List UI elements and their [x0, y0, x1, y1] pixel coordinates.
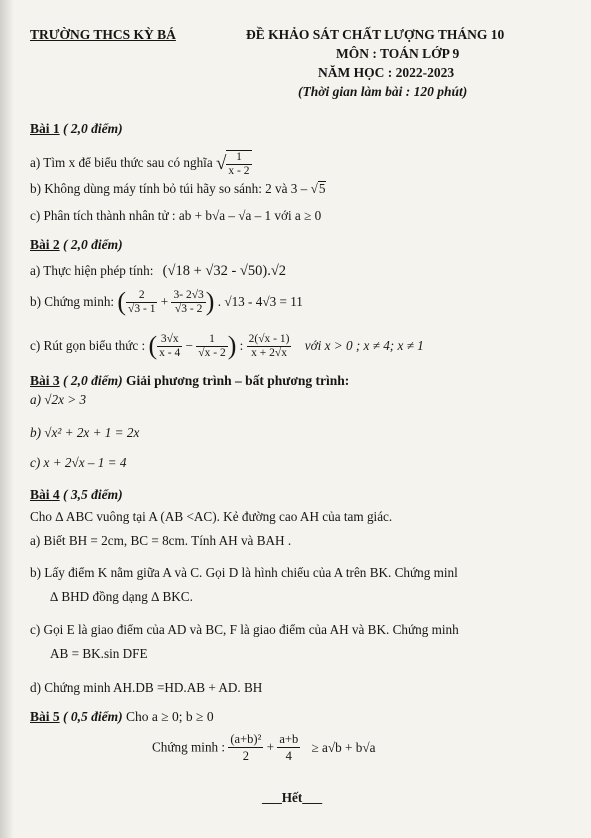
bai5-prove-label: Chứng minh : [152, 739, 226, 755]
bai3-intro: Giải phương trình – bất phương trình: [122, 373, 350, 388]
bai4-intro: Cho ∆ ABC vuông tại A (AB <AC). Kẻ đường cao AH của tam giác. [30, 509, 393, 524]
school-name: TRƯỜNG THCS KỲ BÁ [30, 27, 176, 42]
footer-end: ___Hết___ [262, 790, 323, 805]
bai2-c-frac1 [157, 333, 182, 360]
bai2-c: c) Rút gọn biểu thức : ( $\frac{3√x}{x - 4}$ − $\frac{1}{√x - 2}$ ) : $\frac{2(√x - 1)}{x + 2√x}$ với x > 0 ; x ≠ 4; x ≠ 1 [30, 331, 424, 360]
exam-year: NĂM HỌC : 2022-2023 [318, 65, 455, 80]
bai3-title: Bài 3 [30, 373, 60, 388]
exam-title: ĐỀ KHẢO SÁT CHẤT LƯỢNG THÁNG 10 [246, 27, 505, 42]
bai5-frac1-num: (a+b)² [230, 732, 262, 746]
bai2-b-frac1-den: √3 - 1 [128, 302, 156, 315]
bai2-b-frac2-den: √3 - 2 [174, 302, 203, 315]
bai2-b-frac2 [171, 289, 205, 316]
bai4-b-line2: ∆ BHD đồng dạng ∆ BKC. [50, 589, 193, 604]
bai4-heading [30, 487, 123, 503]
bai3-b: b) √x² + 2x + 1 = 2x [30, 425, 140, 440]
bai1-points: ( 2,0 điểm) [59, 121, 123, 136]
bai1-b-text: b) Không dùng máy tính bỏ túi hãy so sánh: 2 và 3 – [30, 181, 308, 196]
bai3-c: c) x + 2√x – 1 = 4 [30, 455, 127, 470]
bai2-b-frac1-num: 2 [126, 289, 157, 303]
bai2-a [30, 263, 286, 280]
bai2-c-condition: với x > 0 ; x ≠ 4; x ≠ 1 [304, 338, 424, 353]
bai2-c-frac1-den: x - 4 [159, 346, 181, 359]
bai2-c-frac3 [247, 333, 292, 360]
bai2-a-text: a) Thực hiện phép tính: [30, 263, 154, 278]
bai4-b-line1: b) Lấy điểm K nằm giữa A và C. Gọi D là hình chiếu của A trên BK. Chứng minl [30, 565, 458, 580]
bai2-c-frac2-num: 1 [196, 333, 227, 347]
bai1-a-num: 1 [226, 151, 251, 165]
bai2-title: Bài 2 [30, 237, 60, 252]
bai2-b-frac2-num: 3- 2√3 [173, 288, 204, 301]
bai1-c: c) Phân tích thành nhân tử : ab + b√a – √a – 1 với a ≥ 0 [30, 208, 322, 223]
bai4-c-line1: c) Gọi E là giao điểm của AD và BC, F là giao điểm của AH và BK. Chứng minh [30, 622, 459, 637]
exam-subject: MÔN : TOÁN LỚP 9 [336, 46, 460, 61]
bai2-b: b) Chứng minh: ( $\frac{2}{√3 - 1}$ + $\frac{3- 2√3}{√3 - 2}$ ) . √13 - 4√3 = 11 [30, 287, 303, 316]
bai4-points: ( 3,5 điểm) [59, 487, 123, 502]
bai2-c-frac2-den: √x - 2 [198, 346, 226, 359]
bai3-heading [30, 373, 349, 389]
bai1-a-text: a) Tìm x để biểu thức sau có nghĩa [30, 155, 213, 171]
bai2-c-frac3-num: 2(√x - 1) [248, 332, 290, 345]
bai1-a-den: x - 2 [228, 165, 250, 177]
bai5-points: ( 0,5 điểm) [59, 709, 123, 724]
bai5-frac2-num: a+b [279, 732, 299, 746]
bai5-tail: ≥ a√b + b√a [311, 739, 376, 755]
bai3-points: ( 2,0 điểm) [59, 373, 123, 388]
bai5-intro: Cho a ≥ 0; b ≥ 0 [122, 709, 214, 724]
footer-text: Hết [281, 790, 303, 805]
bai1-a: a) Tìm x để biểu thức sau có nghĩa √ $\frac{1}{x - 2}$ [30, 151, 250, 177]
bai3-a: a) √2x > 3 [30, 392, 87, 407]
bai2-a-expr: (√18 + √32 - √50).√2 [162, 263, 287, 279]
bai1-title: Bài 1 [30, 121, 60, 136]
bai4-a: a) Biết BH = 2cm, BC = 8cm. Tính AH và BAH . [30, 533, 292, 548]
bai2-heading [30, 237, 123, 253]
bai5-title: Bài 5 [30, 709, 60, 724]
bai5-frac1-den: 2 [242, 749, 249, 763]
bai2-points: ( 2,0 điểm) [59, 237, 123, 252]
bai2-c-frac1-num: 3√x [157, 333, 182, 347]
bai5-frac1 [228, 731, 263, 764]
bai2-b-tail: . √13 - 4√3 = 11 [217, 294, 303, 309]
bai4-d: d) Chứng minh AH.DB =HD.AB + AD. BH [30, 680, 263, 695]
bai5-proof: Chứng minh : $\frac{\text{(a+b)²}}{2}$ + $\frac{a+b}{4}$ ≥ a√b + b√a [152, 732, 376, 763]
bai1-heading [30, 121, 123, 137]
bai2-b-frac1 [126, 289, 157, 316]
bai2-c-frac2 [196, 333, 227, 360]
bai1-b: b) Không dùng máy tính bỏ túi hãy so sánh: 2 và 3 – √5 [30, 181, 326, 196]
bai4-title: Bài 4 [30, 487, 60, 502]
bai4-c-line2: AB = BK.sin DFE [50, 646, 148, 661]
bai5-heading [30, 709, 214, 725]
bai2-c-text: c) Rút gọn biểu thức : [30, 338, 146, 353]
bai1-b-rad: 5 [318, 181, 326, 196]
bai5-frac2 [277, 731, 300, 764]
exam-time: (Thời gian làm bài : 120 phút) [298, 84, 468, 99]
page-edge-shadow [0, 0, 14, 838]
bai2-b-text: b) Chứng minh: [30, 294, 115, 309]
bai1-a-fraction [226, 150, 251, 178]
bai5-frac2-den: 4 [285, 749, 292, 763]
bai2-c-frac3-den: x + 2√x [251, 346, 287, 359]
